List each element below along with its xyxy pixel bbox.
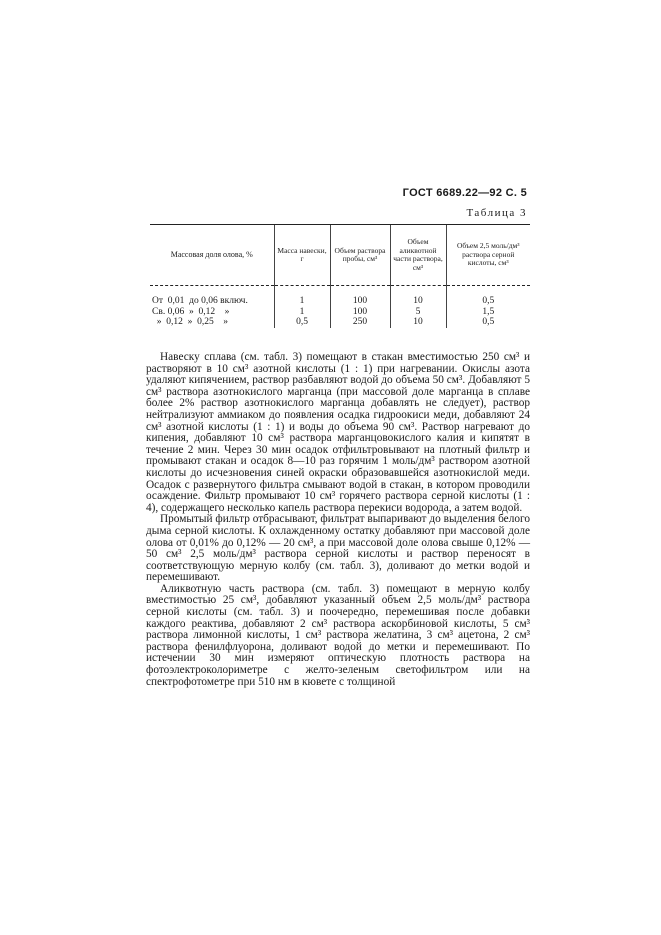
table-cell: » 0,12 » 0,25 »	[152, 317, 228, 327]
table-cell: 100	[330, 286, 390, 307]
paragraph: Навеску сплава (см. табл. 3) помещают в стакан вместимостью 250 см³ и растворяют в 10 см³ азотной кислоты (1 : 1) при нагревании. Окислы азота удаляют кипячением, раствор разбавляют водой до объема 50 см³. Добавляют 5 см³ раствора азотнокислого марганца (при массовой доле марганца в сплаве более 2% раствор азотнокислого марганца добавлять не следует), раствор нейтрализуют аммиаком до появления осадка гидроокиси меди, добавляют 24 см³ азотной кислоты (1 : 1) и воды до объема 90 см³. Раствор нагревают до кипения, добавляют 10 см³ раствора марганцовокислого калия и кипятят в течение 2 мин. Через 30 мин осадок отфильтровывают на плотный фильтр и промывают стакан и осадок 8—10 раз горячим 1 моль/дм³ раствором азотной кислоты до исчезновения синей окраски образовавшейся азотнокислой меди. Осадок с развернутого фильтра смывают водой в стакан, в котором проводили осаждение. Фильтр промывают 10 см³ горячего раствора серной кислоты (1 : 4), содержащего несколько капель раствора перекиси водорода, а затем водой.	[146, 351, 530, 514]
table-cell: 1	[274, 307, 330, 318]
body-text	[146, 352, 530, 688]
table-cell: 1,5	[446, 307, 530, 318]
table-header-row	[150, 225, 530, 286]
column-header: Объем аликвотной части раствора, см³	[390, 225, 446, 286]
table-cell: От 0,01 до 0,06 включ.	[152, 296, 248, 306]
table-cell: 0,5	[274, 317, 330, 328]
table-cell: 0,5	[446, 317, 530, 328]
column-header: Объем раствора пробы, см³	[330, 225, 390, 286]
table-cell: Св. 0,06 » 0,12 »	[152, 306, 230, 317]
table-caption: Таблица 3	[466, 207, 527, 219]
column-header: Объем 2,5 моль/дм³ раствора серной кислоты, см³	[446, 225, 530, 286]
table-cell: 250	[330, 317, 390, 328]
page-header: ГОСТ 6689.22—92 С. 5	[402, 187, 527, 199]
table-cell: 1	[274, 286, 330, 307]
table-cell: 10	[390, 317, 446, 328]
column-header: Масса навески, г	[274, 225, 330, 286]
table-cell: 0,5	[446, 286, 530, 307]
table-cell: 100	[330, 307, 390, 318]
paragraph: Промытый фильтр отбрасывают, фильтрат выпаривают до выделения белого дыма серной кислоты. К охлажденному остатку добавляют при массовой доле олова от 0,01% до 0,12% — 20 см³, а при массовой доле олова свыше 0,12% — 50 см³ 2,5 моль/дм³ раствора серной кислоты и раствор переносят в соответствующую мерную колбу (см. табл. 3), доливают до метки водой и перемешивают.	[146, 513, 530, 584]
table-cell: 5	[390, 307, 446, 318]
column-header: Массовая доля олова, %	[150, 225, 274, 286]
data-table	[150, 224, 530, 328]
table-row	[150, 286, 530, 307]
table-row	[150, 317, 530, 328]
paragraph: Аликвотную часть раствора (см. табл. 3) помещают в мерную колбу вместимостью 25 см³, добавляют указанный объем 2,5 моль/дм³ раствора серной кислоты (см. табл. 3) и поочередно, перемешивая после добавки каждого реактива, добавляют 2 см³ раствора аскорбиновой кислоты, 5 см³ раствора лимонной кислоты, 1 см³ раствора желатина, 3 см³ ацетона, 2 см³ раствора фенилфлуорона, доливают водой до метки и перемешивают. По истечении 30 мин измеряют оптическую плотность раствора на фотоэлектроколориметре с желто-зеленым светофильтром или на спектрофотометре при 510 нм в кювете с толщиной	[146, 582, 530, 688]
table-cell: 10	[390, 286, 446, 307]
table-row	[150, 307, 530, 318]
